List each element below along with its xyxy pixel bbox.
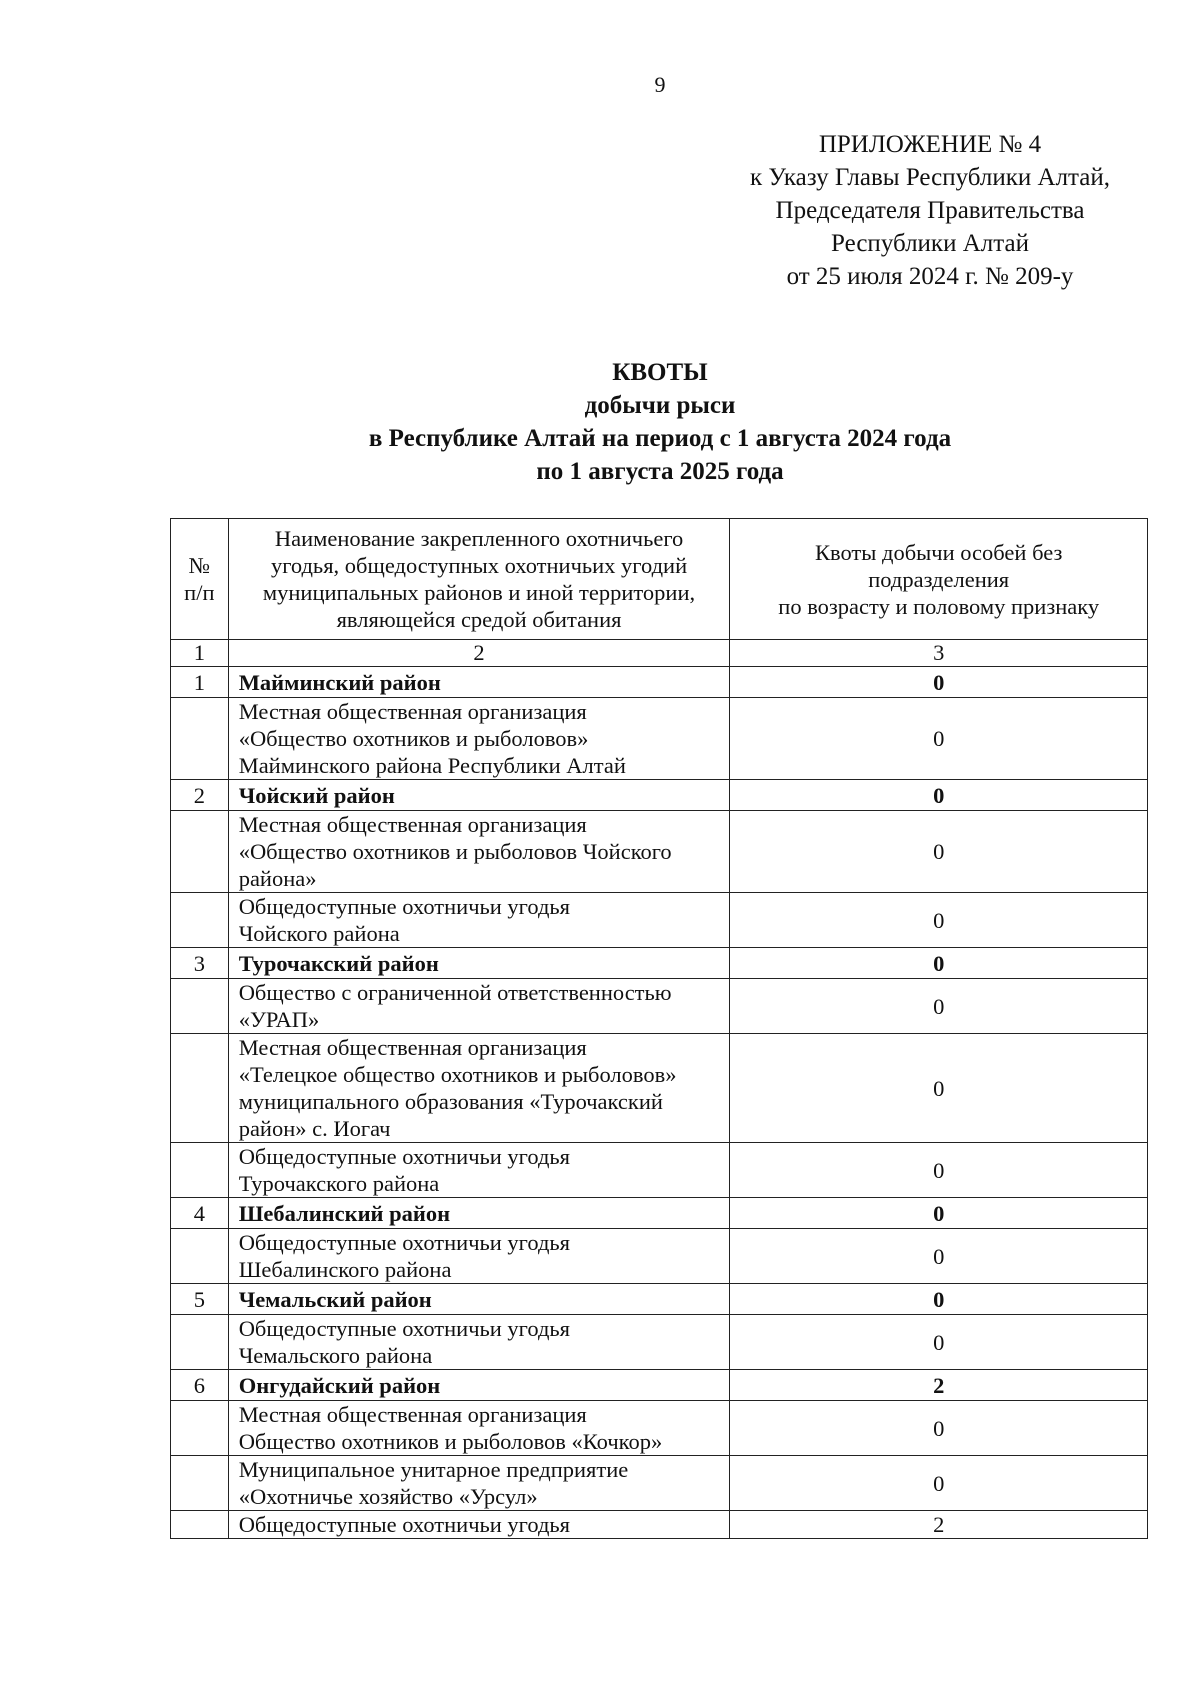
quota-value: 0: [730, 948, 1148, 979]
header-name-line: Наименование закрепленного охотничьего: [274, 526, 684, 551]
row-number: 1: [171, 667, 229, 698]
quota-value: 0: [730, 698, 1148, 780]
name-line: Местная общественная организация: [238, 812, 587, 837]
district-name: [228, 1198, 730, 1229]
row-number: [171, 1456, 229, 1511]
name-line: Муниципальное унитарное предприятие: [238, 1457, 629, 1482]
name-line: Шебалинского района: [238, 1257, 452, 1282]
quota-value: 0: [730, 1401, 1148, 1456]
table-row: [171, 1456, 1148, 1511]
table-row: [171, 1229, 1148, 1284]
quota-value: 0: [730, 1143, 1148, 1198]
title-line: КВОТЫ: [612, 359, 708, 386]
column-index: 1: [171, 640, 229, 667]
row-number: 6: [171, 1370, 229, 1401]
appendix-line: ПРИЛОЖЕНИЕ № 4: [818, 131, 1042, 158]
table-row: [171, 1034, 1148, 1143]
name-line: Общество с ограниченной ответственностью: [238, 980, 672, 1005]
name-line: Турочакский район: [238, 950, 439, 976]
header-num-line: п/п: [184, 580, 215, 605]
title-line: по 1 августа 2025 года: [536, 458, 784, 485]
name-line: Местная общественная организация: [238, 1402, 587, 1427]
row-number: 2: [171, 780, 229, 811]
table-row: [171, 1511, 1148, 1539]
row-number: [171, 1401, 229, 1456]
district-row: [171, 948, 1148, 979]
quota-value: 0: [730, 1456, 1148, 1511]
table-row: [171, 811, 1148, 893]
page-number: 9: [654, 72, 666, 97]
district-row: [171, 667, 1148, 698]
appendix-header: [700, 128, 1160, 293]
district-row: [171, 1284, 1148, 1315]
table-body: [171, 667, 1148, 1539]
name-line: Майминского района Республики Алтай: [238, 753, 626, 778]
name-line: «Общество охотников и рыболовов»: [238, 726, 589, 751]
quota-value: 0: [730, 1198, 1148, 1229]
territory-name: [228, 811, 730, 893]
header-quota: [730, 519, 1148, 640]
row-number: 3: [171, 948, 229, 979]
quota-value: 0: [730, 979, 1148, 1034]
row-number: 4: [171, 1198, 229, 1229]
name-line: Местная общественная организация: [238, 1035, 587, 1060]
name-line: Чойского района: [238, 921, 400, 946]
territory-name: [228, 1143, 730, 1198]
name-line: «Общество охотников и рыболовов Чойского: [238, 839, 672, 864]
quota-value: 0: [730, 667, 1148, 698]
table-row: [171, 893, 1148, 948]
header-name-line: являющейся средой обитания: [336, 607, 622, 632]
name-line: «Охотничье хозяйство «Урсул»: [238, 1484, 538, 1509]
table-row: [171, 1143, 1148, 1198]
appendix-line: к Указу Главы Республики Алтай,: [749, 164, 1110, 191]
name-line: Общедоступные охотничьи угодья: [238, 1316, 571, 1341]
quota-value: 0: [730, 1284, 1148, 1315]
territory-name: [228, 1229, 730, 1284]
name-line: района»: [238, 866, 317, 891]
header-name-line: угодья, общедоступных охотничьих угодий: [270, 553, 688, 578]
name-line: район» с. Иогач: [238, 1116, 391, 1141]
district-name: [228, 780, 730, 811]
name-line: Общедоступные охотничьи угодья: [238, 894, 571, 919]
territory-name: [228, 1401, 730, 1456]
title-line: в Республике Алтай на период с 1 августа 2024 года: [368, 425, 952, 452]
name-line: Местная общественная организация: [238, 699, 587, 724]
name-line: Общедоступные охотничьи угодья: [238, 1512, 571, 1537]
quota-value: 2: [730, 1370, 1148, 1401]
row-number: [171, 698, 229, 780]
quota-value: 0: [730, 1229, 1148, 1284]
column-index-row: [171, 640, 1148, 667]
table-header-row: [171, 519, 1148, 640]
column-index: 2: [228, 640, 730, 667]
row-number: [171, 1034, 229, 1143]
name-line: Онгудайский район: [238, 1372, 441, 1398]
document-title: [0, 356, 1200, 488]
table-row: [171, 1401, 1148, 1456]
name-line: муниципального образования «Турочакский: [238, 1089, 663, 1114]
header-quota-line: Квоты добычи особей без: [814, 539, 1063, 565]
row-number: [171, 1229, 229, 1284]
district-name: [228, 1284, 730, 1315]
quota-value: 2: [730, 1511, 1148, 1539]
name-line: «УРАП»: [238, 1007, 320, 1032]
territory-name: [228, 893, 730, 948]
quota-value: 0: [730, 893, 1148, 948]
name-line: Чемальского района: [238, 1343, 433, 1368]
territory-name: [228, 1511, 730, 1539]
quota-table: [170, 518, 1148, 1539]
table-row: [171, 1315, 1148, 1370]
table-row: [171, 979, 1148, 1034]
row-number: [171, 893, 229, 948]
header-name-line: муниципальных районов и иной территории,: [262, 580, 696, 605]
table-row: [171, 698, 1148, 780]
district-name: [228, 1370, 730, 1401]
column-index: 3: [730, 640, 1148, 667]
district-row: [171, 780, 1148, 811]
district-row: [171, 1370, 1148, 1401]
appendix-line: Республики Алтай: [831, 230, 1029, 257]
quota-value: 0: [730, 780, 1148, 811]
name-line: Общедоступные охотничьи угодья: [238, 1230, 571, 1255]
name-line: Общедоступные охотничьи угодья: [238, 1144, 571, 1169]
territory-name: [228, 698, 730, 780]
name-line: Турочакского района: [238, 1171, 440, 1196]
district-name: [228, 667, 730, 698]
header-num: [171, 519, 229, 640]
row-number: [171, 1511, 229, 1539]
name-line: Общество охотников и рыболовов «Кочкор»: [238, 1429, 663, 1454]
appendix-line: Председателя Правительства: [775, 197, 1085, 224]
row-number: [171, 1315, 229, 1370]
title-line: добычи рыси: [584, 392, 736, 419]
row-number: [171, 811, 229, 893]
header-quota-line: подразделения: [868, 566, 1010, 592]
header-name: [228, 519, 730, 640]
row-number: [171, 979, 229, 1034]
territory-name: [228, 979, 730, 1034]
quota-value: 0: [730, 1034, 1148, 1143]
name-line: Шебалинский район: [238, 1200, 451, 1226]
district-row: [171, 1198, 1148, 1229]
territory-name: [228, 1315, 730, 1370]
row-number: [171, 1143, 229, 1198]
quota-value: 0: [730, 1315, 1148, 1370]
row-number: 5: [171, 1284, 229, 1315]
appendix-line: от 25 июля 2024 г. № 209-у: [786, 263, 1074, 290]
name-line: «Телецкое общество охотников и рыболовов»: [238, 1062, 677, 1087]
territory-name: [228, 1034, 730, 1143]
header-quota-line: по возрасту и половому признаку: [778, 593, 1100, 619]
header-num-line: №: [188, 553, 211, 578]
name-line: Чемальский район: [238, 1286, 432, 1312]
name-line: Чойский район: [238, 782, 395, 808]
district-name: [228, 948, 730, 979]
quota-value: 0: [730, 811, 1148, 893]
name-line: Майминский район: [238, 669, 441, 695]
territory-name: [228, 1456, 730, 1511]
